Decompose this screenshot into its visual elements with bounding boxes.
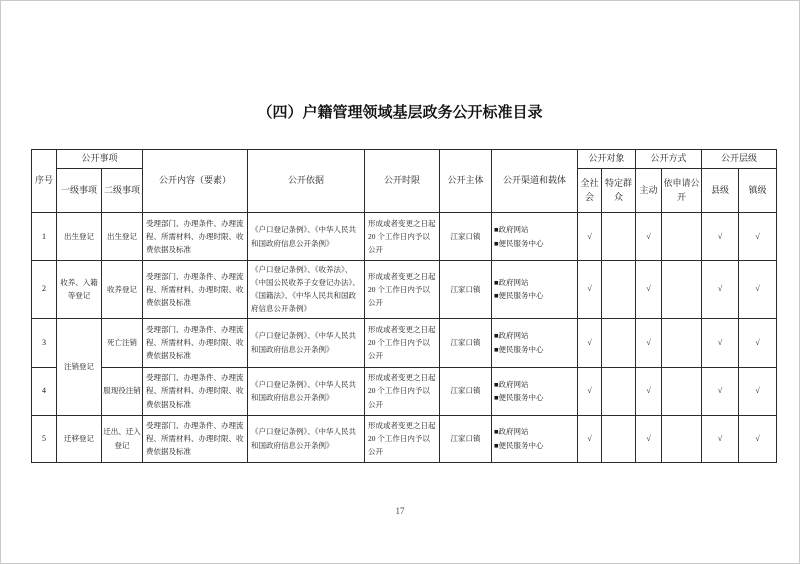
row5-subject: 江家口镇: [440, 415, 492, 462]
channel-item: ■政府网站: [494, 278, 529, 288]
row1-level2: 出生登记: [102, 213, 143, 261]
row4-check-town: √: [739, 367, 777, 415]
header-method-request: 依申请公开: [662, 169, 702, 213]
row2-check-all: √: [578, 261, 602, 319]
header-channel: 公开渠道和载体: [492, 150, 578, 213]
row5-check-request: [662, 415, 702, 462]
row1-check-all: √: [578, 213, 602, 261]
row4-check-county: √: [702, 367, 739, 415]
row2-number: 2: [32, 261, 57, 319]
row2-check-county: √: [702, 261, 739, 319]
row5-time-limit: 形成或者变更之日起 20 个工作日内予以公开: [365, 415, 440, 462]
channel-item: ■政府网站: [494, 379, 529, 389]
header-audience-group: 公开对象: [578, 150, 636, 169]
header-level-group: 公开层级: [702, 150, 777, 169]
row4-check-all: √: [578, 367, 602, 415]
row3-subject: 江家口镇: [440, 318, 492, 367]
table-row: [32, 318, 777, 367]
row3-level1: 注销登记: [57, 318, 102, 415]
row4-channels: [492, 367, 578, 415]
row1-level1: 出生登记: [57, 213, 102, 261]
standards-table: [31, 149, 777, 463]
header-level-town: 镇级: [739, 169, 777, 213]
row3-channels: [492, 318, 578, 367]
row2-channels: [492, 261, 578, 319]
table-row: [32, 367, 777, 415]
row5-check-specific: [602, 415, 636, 462]
table-row: [32, 261, 777, 319]
channel-item: ■政府网站: [494, 225, 529, 235]
row1-check-town: √: [739, 213, 777, 261]
row3-number: 3: [32, 318, 57, 367]
header-basis: 公开依据: [248, 150, 365, 213]
table-row: [32, 213, 777, 261]
row2-basis: 《户口登记条例》、《收养法》、《中国公民收养子女登记办法》、《国籍法》、《中华人民共和国政府信息公开条例》: [248, 261, 365, 319]
row2-time-limit: 形成或者变更之日起 20 个工作日内予以公开: [365, 261, 440, 319]
row1-check-active: √: [636, 213, 662, 261]
table-row: [32, 415, 777, 462]
header-level-county: 县级: [702, 169, 739, 213]
row4-subject: 江家口镇: [440, 367, 492, 415]
row3-check-town: √: [739, 318, 777, 367]
row2-level1: 收养、入籍等登记: [57, 261, 102, 319]
row5-check-all: √: [578, 415, 602, 462]
row5-channels: [492, 415, 578, 462]
row4-check-specific: [602, 367, 636, 415]
row3-check-specific: [602, 318, 636, 367]
row1-subject: 江家口镇: [440, 213, 492, 261]
row4-content: 受理部门、办理条件、办理流程、所需材料、办理时限、收费依据及标准: [143, 367, 248, 415]
row2-check-town: √: [739, 261, 777, 319]
row3-check-request: [662, 318, 702, 367]
header-seq: 序号: [32, 150, 57, 213]
row3-basis: 《户口登记条例》、《中华人民共和国政府信息公开条例》: [248, 318, 365, 367]
row4-time-limit: 形成或者变更之日起 20 个工作日内予以公开: [365, 367, 440, 415]
row1-check-county: √: [702, 213, 739, 261]
row3-check-all: √: [578, 318, 602, 367]
row1-number: 1: [32, 213, 57, 261]
row2-check-active: √: [636, 261, 662, 319]
row1-check-specific: [602, 213, 636, 261]
row1-basis: 《户口登记条例》、《中华人民共和国政府信息公开条例》: [248, 213, 365, 261]
header-subject: 公开主体: [440, 150, 492, 213]
header-audience-all: 全社会: [578, 169, 602, 213]
row2-level2: 收养登记: [102, 261, 143, 319]
row4-level2: 服现役注销: [102, 367, 143, 415]
row5-content: 受理部门、办理条件、办理流程、所需材料、办理时限、收费依据及标准: [143, 415, 248, 462]
row5-basis: 《户口登记条例》、《中华人民共和国政府信息公开条例》: [248, 415, 365, 462]
row5-check-county: √: [702, 415, 739, 462]
row1-channels: [492, 213, 578, 261]
row5-check-active: √: [636, 415, 662, 462]
row1-check-request: [662, 213, 702, 261]
channel-item: ■便民服务中心: [494, 344, 544, 354]
row2-check-specific: [602, 261, 636, 319]
header-method-active: 主动: [636, 169, 662, 213]
row1-time-limit: 形成或者变更之日起 20 个工作日内予以公开: [365, 213, 440, 261]
row3-check-active: √: [636, 318, 662, 367]
row3-check-county: √: [702, 318, 739, 367]
channel-item: ■便民服务中心: [494, 238, 544, 248]
row5-number: 5: [32, 415, 57, 462]
row3-level2: 死亡注销: [102, 318, 143, 367]
header-time-limit: 公开时限: [365, 150, 440, 213]
row4-number: 4: [32, 367, 57, 415]
row3-content: 受理部门、办理条件、办理流程、所需材料、办理时限、收费依据及标准: [143, 318, 248, 367]
header-item-l1: 一级事项: [57, 169, 102, 213]
channel-item: ■便民服务中心: [494, 393, 544, 402]
header-audience-specific: 特定群众: [602, 169, 636, 213]
header-item-l2: 二级事项: [102, 169, 143, 213]
row4-check-request: [662, 367, 702, 415]
channel-item: ■政府网站: [494, 331, 529, 341]
row5-check-town: √: [739, 415, 777, 462]
row2-subject: 江家口镇: [440, 261, 492, 319]
row3-time-limit: 形成或者变更之日起 20 个工作日内予以公开: [365, 318, 440, 367]
row2-content: 受理部门、办理条件、办理流程、所需材料、办理时限、收费依据及标准: [143, 261, 248, 319]
channel-item: ■便民服务中心: [494, 291, 544, 301]
row4-check-active: √: [636, 367, 662, 415]
row2-check-request: [662, 261, 702, 319]
channel-item: ■政府网站: [494, 427, 529, 437]
row1-content: 受理部门、办理条件、办理流程、所需材料、办理时限、收费依据及标准: [143, 213, 248, 261]
row5-level1: 迁移登记: [57, 415, 102, 462]
page-number: 17: [395, 506, 405, 516]
page-title: （四）户籍管理领域基层政务公开标准目录: [257, 105, 543, 121]
row5-level2: 迁出、迁入登记: [102, 415, 143, 462]
header-row-1: [32, 150, 777, 169]
header-method-group: 公开方式: [636, 150, 702, 169]
header-content: 公开内容（要素）: [143, 150, 248, 213]
row4-basis: 《户口登记条例》、《中华人民共和国政府信息公开条例》: [248, 367, 365, 415]
channel-item: ■便民服务中心: [494, 440, 544, 450]
header-item-group: 公开事项: [57, 150, 143, 169]
